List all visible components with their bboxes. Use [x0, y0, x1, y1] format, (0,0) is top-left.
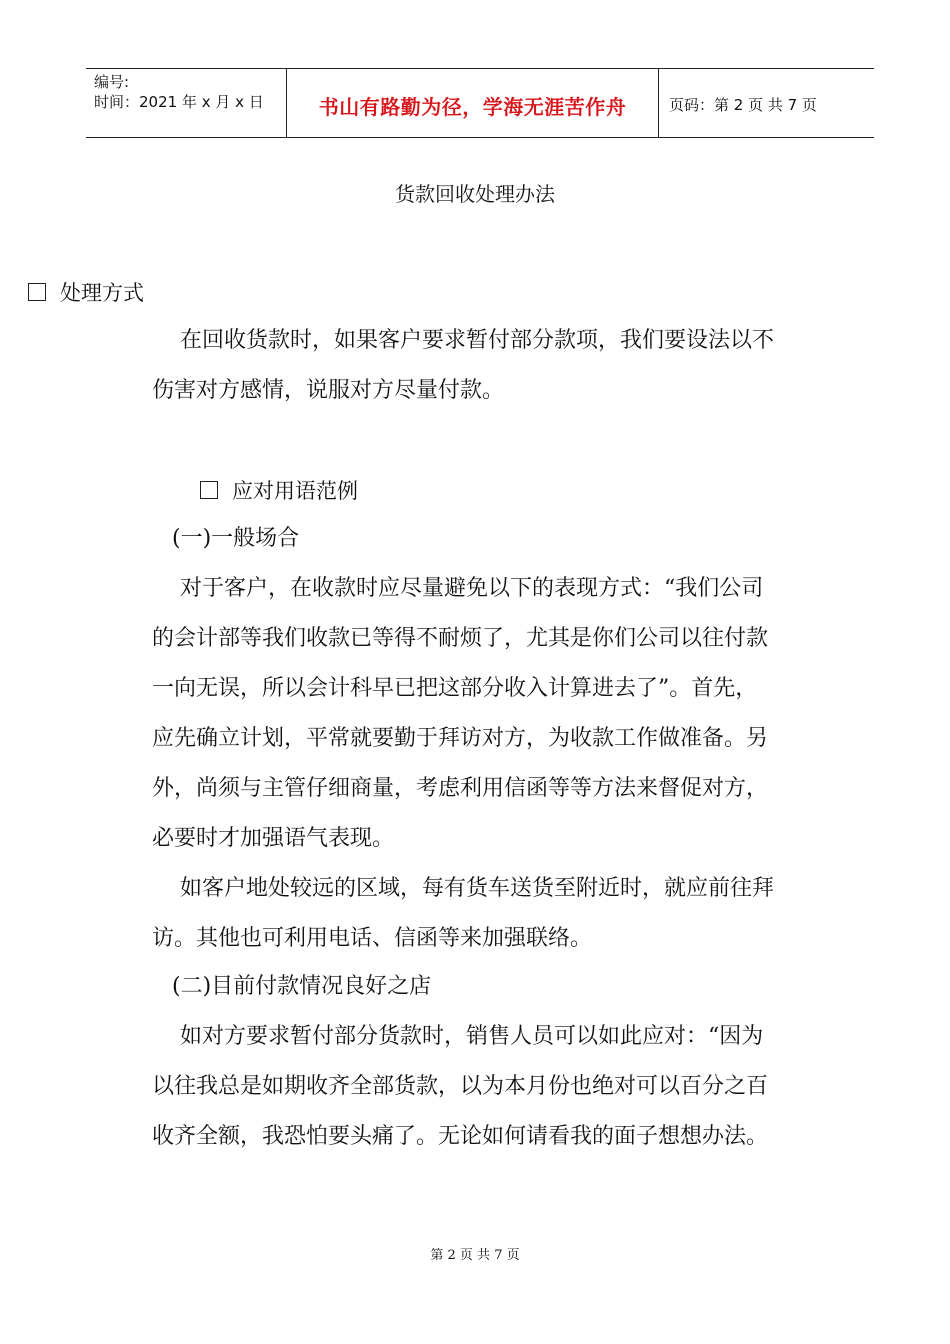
- text-line: 在回收货款时，如果客户要求暂付部分款项，我们要设法以不: [180, 328, 775, 353]
- header-middle-cell: [286, 69, 659, 137]
- document-title: 货款回收处理办法: [395, 182, 555, 206]
- time-label: 时间：2021 年 x 月 x 日: [94, 93, 264, 111]
- subheading-good-payers: (二)目前付款情况良好之店: [172, 974, 432, 999]
- text-line: 收齐全额，我恐怕要头痛了。无论如何请看我的面子想想办法。: [152, 1124, 769, 1149]
- text-line: 外，尚须与主管仔细商量，考虑利用信函等等方法来督促对方，: [152, 776, 769, 801]
- text-line: 如对方要求暂付部分货款时，销售人员可以如此应对：“因为: [180, 1024, 764, 1049]
- page-footer: 第 2 页 共 7 页: [430, 1248, 520, 1263]
- text-line: 应先确立计划，平常就要勤于拜访对方，为收款工作做准备。另: [152, 726, 769, 751]
- text-line: 对于客户，在收款时应尽量避免以下的表现方式：“我们公司: [180, 576, 764, 601]
- text-line: 访。其他也可利用电话、信函等来加强联络。: [152, 926, 593, 951]
- text-line: 必要时才加强语气表现。: [152, 826, 395, 851]
- text-line: 如客户地处较远的区域，每有货车送货至附近时，就应前往拜: [180, 876, 775, 901]
- header-left-cell: [86, 69, 286, 137]
- text-line: 一向无误，所以会计科早已把这部分收入计算进去了”。首先，: [152, 676, 758, 701]
- header-right-cell: [659, 69, 874, 137]
- subheading-general: (一)一般场合: [172, 526, 300, 551]
- text-line: 以往我总是如期收齐全部货款，以为本月份也绝对可以百分之百: [152, 1074, 769, 1099]
- number-label: 编号:: [94, 73, 130, 91]
- section-heading-phrases: [200, 476, 358, 506]
- header-motto: 书山有路勤为径，学海无涯苦作舟: [318, 95, 627, 119]
- checkbox-square-icon: [200, 481, 218, 499]
- section-heading-text: 应对用语范例: [232, 479, 358, 503]
- checkbox-square-icon: [28, 283, 46, 301]
- header-page-info: 页码：第 2 页 共 7 页: [669, 96, 817, 114]
- document-header: [86, 68, 874, 138]
- section-heading-method: [28, 278, 144, 308]
- section-heading-text: 处理方式: [60, 281, 144, 305]
- text-line: 伤害对方感情，说服对方尽量付款。: [152, 378, 505, 403]
- text-line: 的会计部等我们收款已等得不耐烦了，尤其是你们公司以往付款: [152, 626, 769, 651]
